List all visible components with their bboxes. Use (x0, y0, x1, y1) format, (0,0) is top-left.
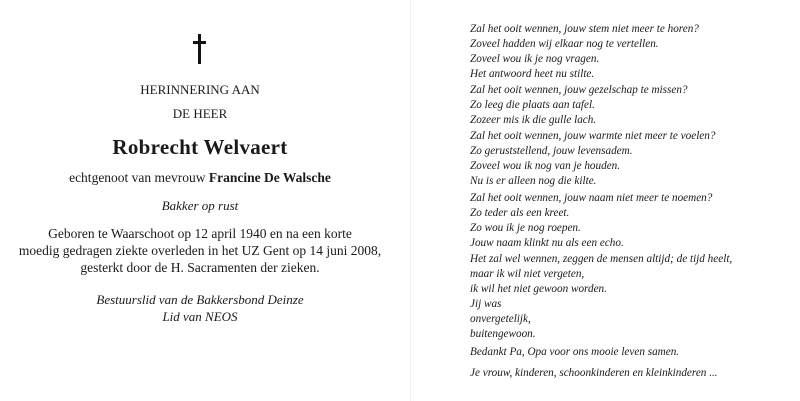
poem-line: Zoveel hadden wij elkaar nog te vertellen. (470, 38, 659, 50)
poem-line: Zo geruststellend, jouw levensadem. (470, 145, 633, 157)
poem-line: Bedankt Pa, Opa voor ons mooie leven samen. (470, 346, 680, 358)
spouse-prefix: echtgenoot van mevrouw (69, 170, 206, 185)
poem-stanza (470, 129, 715, 189)
fold-line (410, 0, 411, 401)
role-line: Lid van NEOS (162, 309, 238, 324)
poem-line: buitengewoon. (470, 328, 536, 340)
bio-line: gesterkt door de H. Sacramenten der zieken. (80, 260, 320, 275)
poem-line: Zoveel wou ik je nog vragen. (470, 53, 600, 65)
family-signature: Je vrouw, kinderen, schoonkinderen en kleinkinderen ... (470, 367, 718, 379)
poem-line: Jij was (470, 298, 502, 310)
occupation: Bakker op rust (161, 198, 239, 213)
bio-line: Geboren te Waarschoot op 12 april 1940 en na een korte (48, 226, 352, 241)
poem-line: Zal het ooit wennen, jouw stem niet meer te horen? (470, 23, 699, 35)
poem-line: Zo wou ik je nog roepen. (470, 222, 581, 234)
poem-stanza (470, 22, 699, 82)
heading-title: DE HEER (172, 106, 228, 121)
poem-line: Jouw naam klinkt nu als een echo. (470, 237, 624, 249)
poem-line: Zal het ooit wennen, jouw gezelschap te missen? (470, 84, 688, 96)
poem-line: onvergetelijk, (470, 313, 531, 325)
heading-remembrance: HERINNERING AAN (140, 82, 260, 97)
poem-stanza (470, 83, 688, 128)
role-line: Bestuurslid van de Bakkersbond Deinze (96, 292, 304, 307)
bio-line: moedig gedragen ziekte overleden in het UZ Gent op 14 juni 2008, (18, 243, 382, 258)
poem-line: ik wil het niet gewoon worden. (470, 283, 607, 295)
poem-line: Zal het ooit wennen, jouw warmte niet meer te voelen? (470, 130, 716, 142)
poem-stanza (470, 366, 718, 381)
poem-line: Zoveel wou ik nog van je houden. (470, 160, 621, 172)
poem-stanza (470, 252, 732, 342)
deceased-name: Robrecht Welvaert (112, 135, 288, 159)
spouse-line (0, 170, 400, 186)
poem-line: Nu is er alleen nog die kilte. (470, 175, 597, 187)
spouse-name: Francine De Walsche (208, 170, 331, 185)
poem-line: Zo teder als een kreet. (470, 207, 570, 219)
cross-icon (190, 34, 210, 64)
poem-line: Zozeer mis ik die gulle lach. (470, 114, 597, 126)
poem-line: Het zal wel wennen, zeggen de mensen altijd; de tijd heelt, (470, 253, 733, 265)
poem-line: Zo leeg die plaats aan tafel. (470, 99, 595, 111)
poem-stanza (470, 345, 679, 360)
poem-line: Zal het ooit wennen, jouw naam niet meer te noemen? (470, 192, 713, 204)
poem-stanza (470, 191, 712, 251)
poem-line: maar ik wil niet vergeten, (470, 268, 585, 280)
poem-line: Het antwoord heet nu stilte. (470, 68, 595, 80)
poem-panel (470, 0, 790, 401)
